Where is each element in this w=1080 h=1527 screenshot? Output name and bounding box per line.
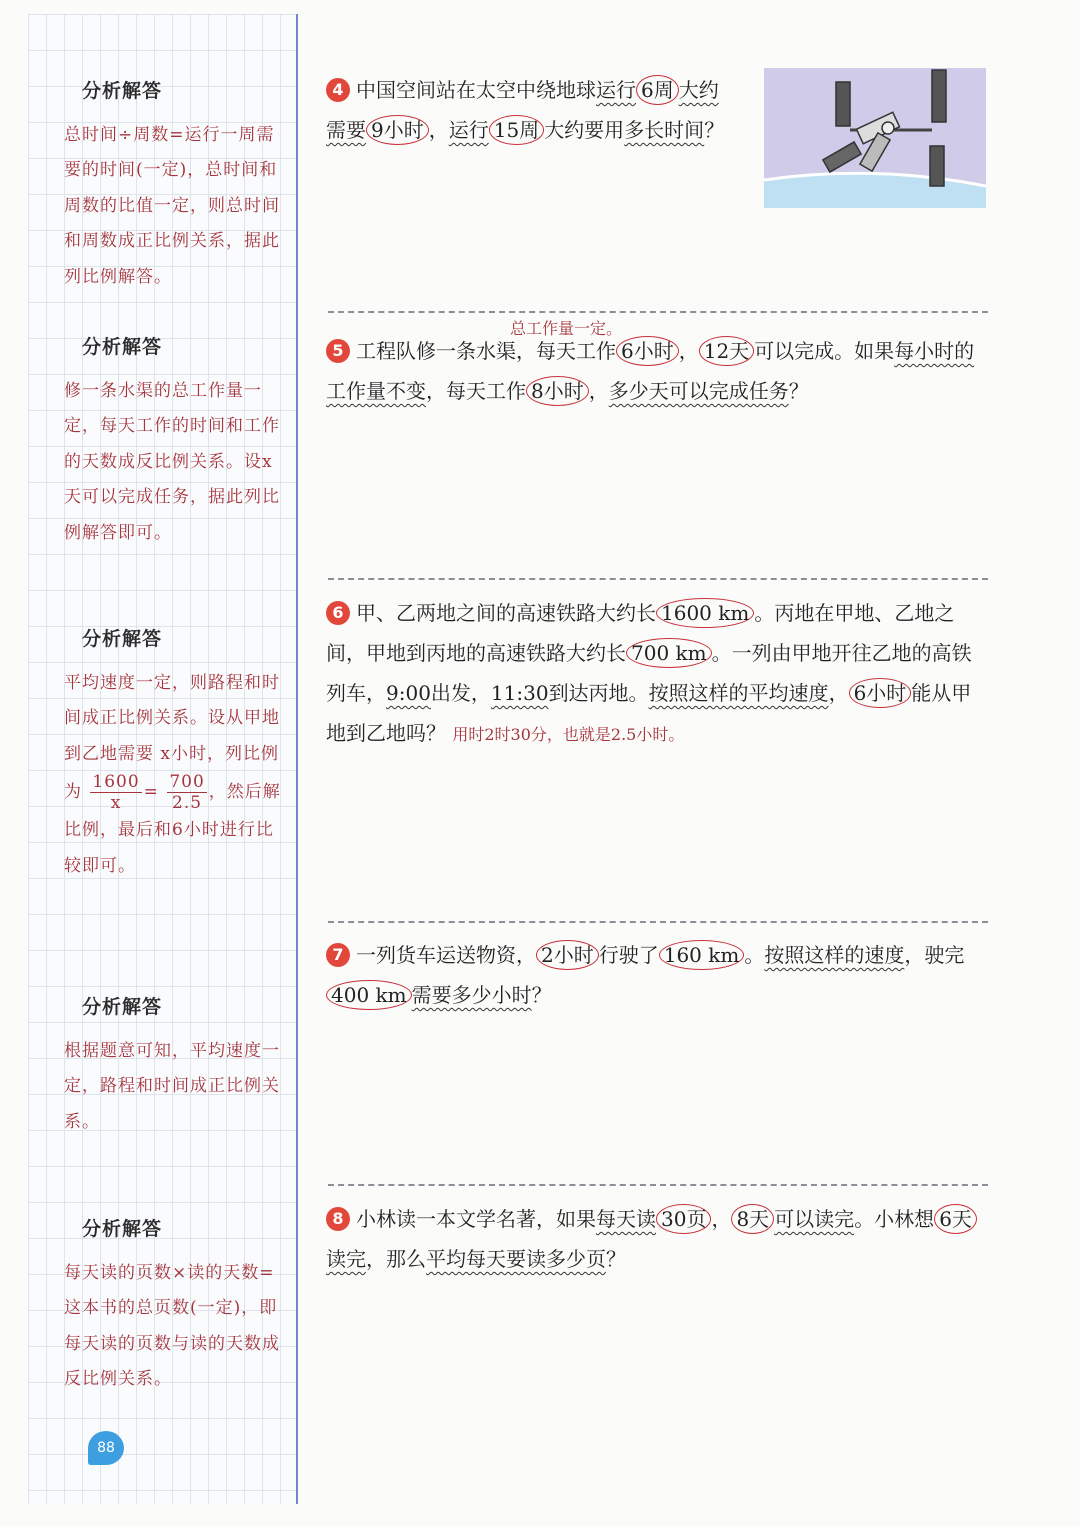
text: 可以完成。如果: [754, 339, 895, 363]
wavy-underline: 运行: [596, 78, 636, 102]
analysis-title: 分析解答: [82, 80, 163, 102]
wavy-underline: 可以读完: [774, 1207, 855, 1231]
circled-key-info: 8小时: [526, 376, 589, 406]
divider: [328, 1184, 988, 1186]
wavy-underline: 11:30: [490, 681, 549, 705]
text: 行驶了: [598, 943, 659, 967]
annotation-note: 总工作量一定。: [510, 319, 623, 338]
text: 到达丙地。: [548, 681, 649, 705]
problem-number: 8: [326, 1207, 350, 1231]
text: 。一列由甲地开往乙地的高铁列车，: [326, 641, 972, 705]
circled-key-info: 6天: [934, 1204, 977, 1234]
text: ？: [788, 379, 809, 403]
wavy-underline: 按照这样的平均速度: [648, 681, 829, 705]
circled-key-info: 400 km: [326, 980, 412, 1010]
wavy-underline: 读完: [326, 1247, 366, 1271]
annotation-note: 用时2时30分，也就是2.5小时。: [452, 725, 685, 744]
problem-number: 5: [326, 339, 350, 363]
problem-number: 7: [326, 943, 350, 967]
wavy-underline: 需要: [326, 118, 366, 142]
circled-key-info: 30页: [656, 1204, 711, 1234]
wavy-underline: 每天读: [596, 1207, 656, 1231]
text: 。小林想: [854, 1207, 935, 1231]
analysis-text: 每天读的页数×读的天数=这本书的总页数(一定)，即每天读的页数与读的天数成反比例关系。: [64, 1262, 280, 1389]
circled-key-info: 6小时: [616, 336, 679, 366]
equals-sign: =: [143, 782, 159, 802]
problem-number: 4: [326, 78, 350, 102]
text: ？: [704, 118, 725, 142]
analysis-title: 分析解答: [82, 628, 163, 650]
analysis-block-6: [64, 622, 286, 884]
text: 出发，: [430, 681, 491, 705]
wavy-underline: 平均每天要读多少页: [426, 1247, 606, 1271]
analysis-block-4: [64, 74, 286, 295]
text: 中国空间站在太空中绕地球: [356, 78, 596, 102]
analysis-text-6: [64, 666, 286, 885]
analysis-block-8: [64, 1212, 286, 1398]
page-number-badge: 88: [88, 1431, 124, 1465]
analysis-text: x小时，列比例为: [64, 743, 279, 802]
wavy-underline: 多长时间: [624, 118, 705, 142]
problem-6: [326, 593, 990, 755]
sidebar-divider: [296, 14, 298, 1504]
wavy-underline: 大约: [678, 78, 719, 102]
circled-key-info: 1600 km: [656, 598, 754, 628]
denominator: x: [110, 793, 122, 813]
analysis-title: 分析解答: [82, 336, 163, 358]
circled-key-info: 9小时: [366, 115, 429, 145]
text: 工程队修一条水渠，每天工作: [356, 339, 616, 363]
divider: [328, 921, 988, 923]
text: ，: [428, 118, 449, 142]
circled-key-info: 700 km: [626, 638, 712, 668]
space-station-icon: [764, 68, 986, 208]
analysis-block-5: [64, 330, 286, 551]
analysis-text: ，然后解比例，最后和6小时进行比较即可。: [64, 782, 281, 876]
analysis-title: 分析解答: [82, 996, 163, 1018]
text: ，那么: [366, 1247, 426, 1271]
text: 能从甲地到乙地吗？: [326, 681, 972, 745]
numerator: 700: [169, 772, 205, 792]
problem-8: [326, 1199, 990, 1279]
text: 大约要用: [544, 118, 625, 142]
wavy-underline: 多少天可以完成任务: [608, 379, 789, 403]
problem-5: [326, 331, 990, 411]
text: ，每天工作: [426, 379, 526, 403]
wavy-underline: 每小时的工作量不变: [326, 339, 975, 403]
divider: [328, 578, 988, 580]
text: 。: [744, 943, 765, 967]
analysis-text: 根据题意可知，平均速度一定，路程和时间成正比例关系。: [64, 1040, 280, 1132]
text: 一列货车运送物资，: [356, 943, 536, 967]
text: ，: [828, 681, 849, 705]
numerator: 1600: [92, 772, 140, 792]
space-station-illustration: [764, 68, 986, 208]
text: ？: [606, 1247, 626, 1271]
text: ，: [588, 379, 609, 403]
analysis-title: 分析解答: [82, 1218, 163, 1240]
denominator: 2.5: [172, 793, 203, 813]
problem-4: [326, 70, 756, 150]
wavy-underline: 需要多少小时: [411, 983, 532, 1007]
fraction-1600-x: [90, 772, 141, 813]
circled-key-info: 15周: [489, 115, 544, 145]
circled-key-info: 6小时: [849, 678, 912, 708]
problem-number: 6: [326, 601, 350, 625]
analysis-block-7: [64, 990, 286, 1140]
text: 小林读一本文学名著，如果: [356, 1207, 596, 1231]
analysis-text: 总时间÷周数=运行一周需要的时间(一定)，总时间和周数的比值一定，则总时间和周数成正比例关系，据此列比例解答。: [64, 124, 280, 287]
circled-key-info: 8天: [731, 1204, 774, 1234]
problem-7: [326, 935, 990, 1015]
wavy-underline: 9:00: [386, 681, 431, 705]
fraction-700-2.5: [167, 772, 206, 813]
text: ，: [711, 1207, 732, 1231]
wavy-underline: 按照这样的速度: [764, 943, 905, 967]
text: 。丙地在甲地、乙地之间，甲地到丙地的高速铁路大约长: [326, 601, 955, 665]
divider: [328, 311, 988, 313]
text: ，: [678, 339, 699, 363]
circled-key-info: 6周: [636, 75, 679, 105]
circled-key-info: 2小时: [536, 940, 599, 970]
analysis-text: 平均速度一定，则路程和时间成正比例关系。设从甲地到乙地需要: [64, 672, 280, 764]
analysis-text: 修一条水渠的总工作量一定，每天工作的时间和工作的天数成反比例关系。设x天可以完成任务，据此列比例解答即可。: [64, 380, 280, 543]
text: ，驶完: [904, 943, 965, 967]
wavy-underline: 运行: [448, 118, 489, 142]
text: ？: [531, 983, 552, 1007]
text: 甲、乙两地之间的高速铁路大约长: [356, 601, 656, 625]
circled-key-info: 12天: [699, 336, 754, 366]
circled-key-info: 160 km: [659, 940, 745, 970]
